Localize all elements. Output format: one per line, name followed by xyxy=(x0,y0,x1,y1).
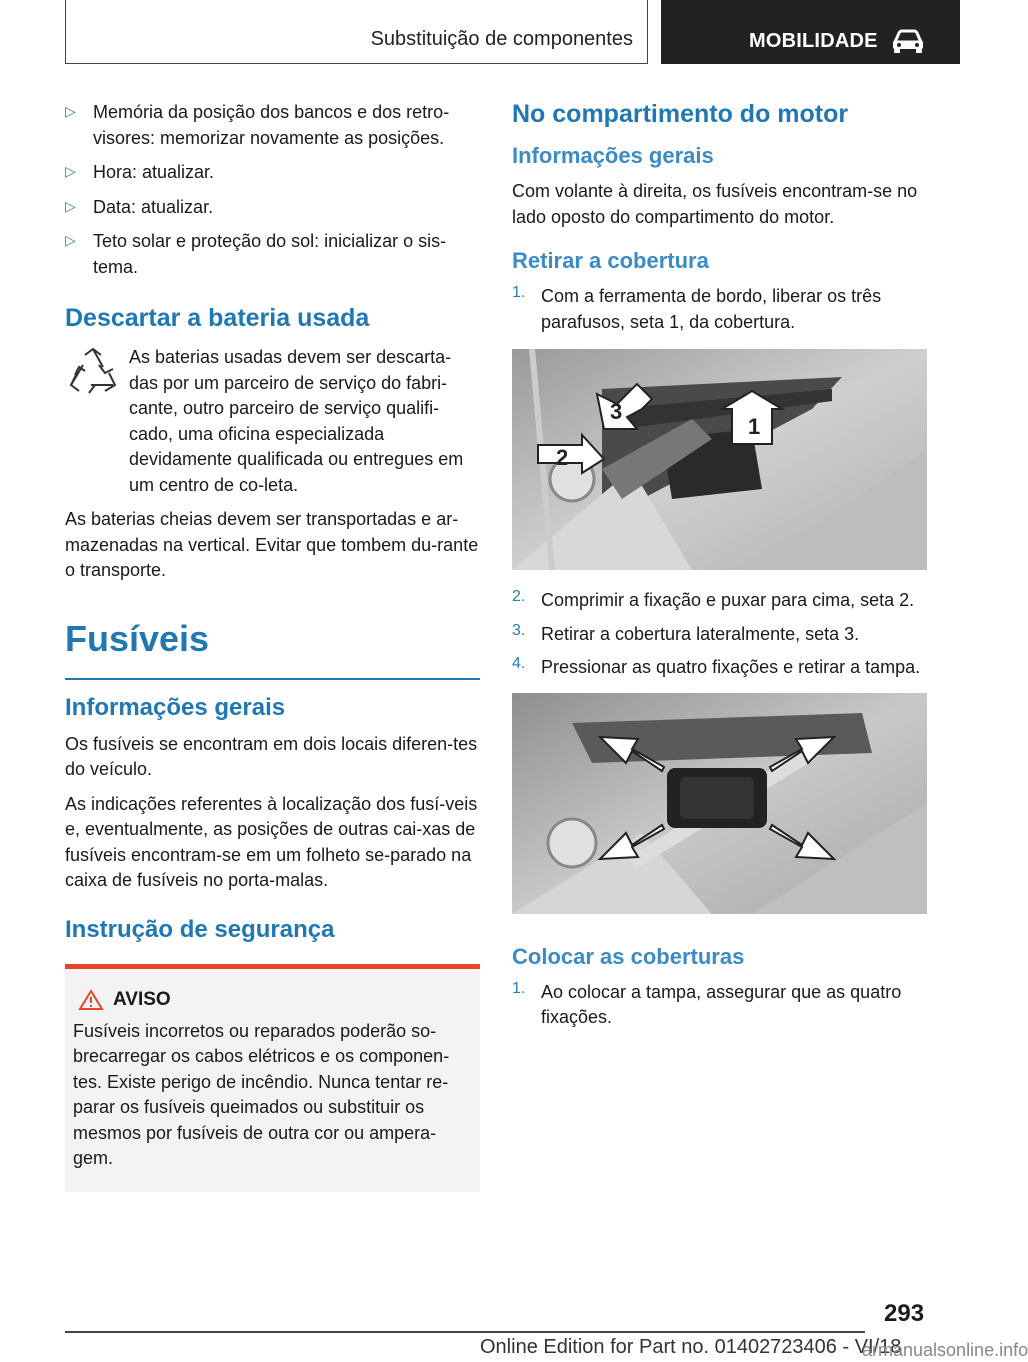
place-covers-heading: Colocar as coberturas xyxy=(512,943,745,969)
heading-divider xyxy=(65,678,480,680)
warning-box xyxy=(65,969,480,1192)
footer-brand: armanualsonline.info xyxy=(862,1340,1028,1360)
header-section-title: Substituição de componentes xyxy=(370,28,633,50)
info-text-1: Os fusíveis se encontram em dois locais diferen-tes do veículo. xyxy=(65,733,478,779)
header-chapter-box xyxy=(661,0,960,64)
recycle-icon xyxy=(65,345,121,401)
battery-heading: Descartar a bateria usada xyxy=(65,304,370,332)
list-item xyxy=(65,160,480,186)
list-item xyxy=(512,284,927,335)
engine-heading: No compartimento do motor xyxy=(512,100,849,128)
engine-info-text: Com volante à direita, os fusíveis encontram-se no lado oposto do compartimento do motor. xyxy=(512,181,918,227)
bullet-marker: ▷ xyxy=(65,103,76,119)
header-section-box xyxy=(65,0,648,64)
list-item xyxy=(65,195,480,221)
bullet-text: Data: atualizar. xyxy=(93,196,214,217)
step-text: Comprimir a fixação e puxar para cima, seta 2. xyxy=(541,590,915,610)
list-item xyxy=(65,100,480,151)
footer xyxy=(480,1336,1028,1360)
warning-triangle-icon xyxy=(79,989,103,1011)
arrow-2-label: 2 xyxy=(556,445,569,470)
info-heading: Informações gerais xyxy=(65,693,286,721)
safety-heading: Instrução de segurança xyxy=(65,915,335,943)
warning-title-row xyxy=(79,989,472,1011)
engine-info-heading: Informações gerais xyxy=(512,143,714,168)
list-item xyxy=(512,980,927,1031)
bullet-marker: ▷ xyxy=(65,197,76,214)
step-number: 3. xyxy=(512,621,526,639)
bullet-marker: ▷ xyxy=(65,163,76,179)
list-item xyxy=(65,229,480,280)
info-text-2: As indicações referentes à localização dos fusí-veis e, eventualmente, as posições de outras cai-xas de fusíveis encontram-se em um folheto se-parado na caixa de fusíveis no porta-malas. xyxy=(65,793,478,890)
list-item xyxy=(512,622,927,648)
step-text: Ao colocar a tampa, assegurar que as quatro fixações. xyxy=(541,981,902,1027)
battery-text-1: As baterias usadas devem ser descarta-das por um parceiro de serviço do fabri-cante, outro parceiro de serviço qualifi-cado, uma oficina especializada devidamente qualificada ou entregues em um centro de co-leta. xyxy=(129,347,464,495)
engine-photo-2 xyxy=(512,693,927,914)
car-icon xyxy=(891,28,925,54)
warning-text: Fusíveis incorretos ou reparados poderão so-brecarregar os cabos elétricos e os componen-tes. Existe perigo de incêndio. Nunca tentar re-parar os fusíveis queimados ou substituir os mesmos por fusíveis de outra cor ou ampera-gem. xyxy=(73,1020,450,1168)
step-number: 1. xyxy=(512,284,526,301)
arrow-3-label: 3 xyxy=(610,399,623,424)
right-column xyxy=(512,100,927,1039)
header-chapter-title: MOBILIDADE xyxy=(749,30,878,52)
step-text: Com a ferramenta de bordo, liberar os três parafusos, seta 1, da cobertura. xyxy=(541,286,882,332)
step-number: 4. xyxy=(512,655,526,672)
battery-text-2: As baterias cheias devem ser transportadas e ar-mazenadas na vertical. Evitar que tombem du-rante o transporte. xyxy=(65,509,479,580)
warning-title: AVISO xyxy=(113,988,171,1010)
bullet-text: Memória da posição dos bancos e dos retro-visores: memorizar novamente as posições. xyxy=(93,102,450,148)
footer-edition: Online Edition for Part no. 01402723406 - VI/18 xyxy=(480,1336,902,1358)
arrow-1-label: 1 xyxy=(748,414,761,439)
page-number: 293 xyxy=(884,1300,925,1327)
battery-paragraph xyxy=(65,345,480,498)
left-column xyxy=(65,100,480,1192)
fuses-heading: Fusíveis xyxy=(65,617,210,659)
bullet-marker: ▷ xyxy=(65,232,76,248)
step-text: Pressionar as quatro fixações e retirar a tampa. xyxy=(541,657,921,677)
step-text: Retirar a cobertura lateralmente, seta 3. xyxy=(541,623,860,644)
step-number: 2. xyxy=(512,588,526,605)
footer-divider xyxy=(65,1331,865,1333)
remove-cover-heading: Retirar a cobertura xyxy=(512,248,709,273)
list-item xyxy=(512,655,927,681)
list-item xyxy=(512,588,927,614)
bullet-text: Teto solar e proteção do sol: inicializar o sis-tema. xyxy=(93,231,447,277)
engine-photo-1 xyxy=(512,349,927,570)
step-number: 1. xyxy=(512,979,526,997)
bullet-text: Hora: atualizar. xyxy=(93,162,215,182)
